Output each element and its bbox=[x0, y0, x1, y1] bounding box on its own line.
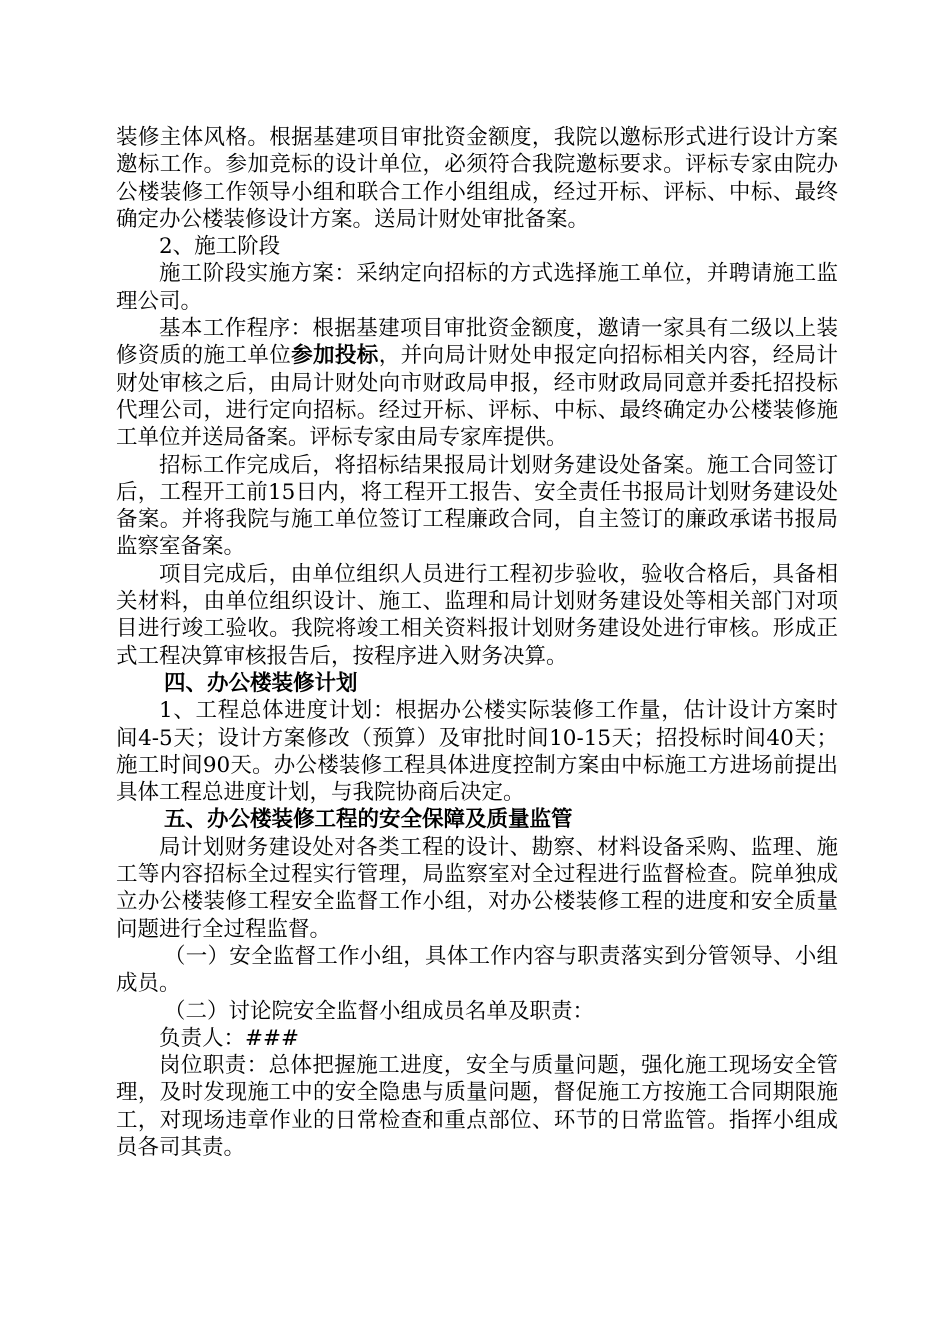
paragraph-bidding-complete: 招标工作完成后，将招标结果报局计划财务建设处备案。施工合同签订后，工程开工前15日内，将工程开工报告、安全责任书报局计划财务建设处备案。并将我院与施工单位签订工程廉政合同，自主签订的廉政承诺书报局监察室备案。 bbox=[116, 452, 838, 560]
document-body bbox=[116, 124, 838, 1161]
paragraph-schedule: 1、工程总体进度计划：根据办公楼实际装修工作量，估计设计方案时间4-5天；设计方案修改（预算）及审批时间10-15天；招投标时间40天；施工时间90天。办公楼装修工程具体进度控制方案由中标施工方进场前提出具体工程总进度计划，与我院协商后决定。 bbox=[116, 698, 838, 806]
procedure-text-end: ，并向局计财处申报定向招标相关内容，经局计财处审核之后，由局计财处向市财政局申报，经市财政局同意并委托招投标代理公司，进行定向招标。经过开标、评标、中标、最终确定办公楼装修施工单位并送局备案。评标专家由局专家库提供。 bbox=[116, 343, 838, 451]
heading-renovation-plan: 四、办公楼装修计划 bbox=[164, 670, 358, 696]
procedure-text-start: 基本工作程序：根据基建项目审批资金额度，邀请一家具有二级以上装修资质的施工单位 bbox=[116, 316, 838, 369]
paragraph-project-acceptance: 项目完成后，由单位组织人员进行工程初步验收，验收合格后，具备相关材料，由单位组织设计、施工、监理和局计划财务建设处等相关部门对项目进行竣工验收。我院将竣工相关资料报计划财务建设处进行审核。形成正式工程决算审核报告后，按程序进入财务决算。 bbox=[116, 561, 838, 669]
procedure-bold-text: 参加投标 bbox=[291, 343, 379, 369]
paragraph-construction-plan: 施工阶段实施方案：采纳定向招标的方式选择施工单位，并聘请施工监理公司。 bbox=[116, 261, 838, 314]
paragraph-safety-group: （一）安全监督工作小组，具体工作内容与职责落实到分管领导、小组成员。 bbox=[116, 943, 838, 997]
paragraph-member-list: （二）讨论院安全监督小组成员名单及职责： bbox=[164, 998, 595, 1024]
paragraph-design-bidding: 装修主体风格。根据基建项目审批资金额度，我院以邀标形式进行设计方案邀标工作。参加竞标的设计单位，必须符合我院邀标要求。评标专家由院办公楼装修工作领导小组和联合工作小组组成，经过开标、评标、中标、最终确定办公楼装修设计方案。送局计财处审批备案。 bbox=[116, 125, 838, 232]
heading-safety-quality: 五、办公楼装修工程的安全保障及质量监管 bbox=[164, 807, 573, 833]
paragraph-supervision: 局计划财务建设处对各类工程的设计、勘察、材料设备采购、监理、施工等内容招标全过程实行管理，局监察室对全过程进行监督检查。院单独成立办公楼装修工程安全监督工作小组，对办公楼装修工程的进度和安全质量问题进行全过程监督。 bbox=[116, 834, 838, 942]
section-construction-stage: 2、施工阶段 bbox=[159, 234, 281, 260]
paragraph-basic-procedure bbox=[116, 315, 838, 451]
paragraph-person-in-charge: 负责人：### bbox=[159, 1025, 300, 1051]
paragraph-duties: 岗位职责：总体把握施工进度，安全与质量问题，强化施工现场安全管理，及时发现施工中的安全隐患与质量问题，督促施工方按施工合同期限施工，对现场违章作业的日常检查和重点部位、环节的日常监管。指挥小组成员各司其责。 bbox=[116, 1053, 838, 1160]
